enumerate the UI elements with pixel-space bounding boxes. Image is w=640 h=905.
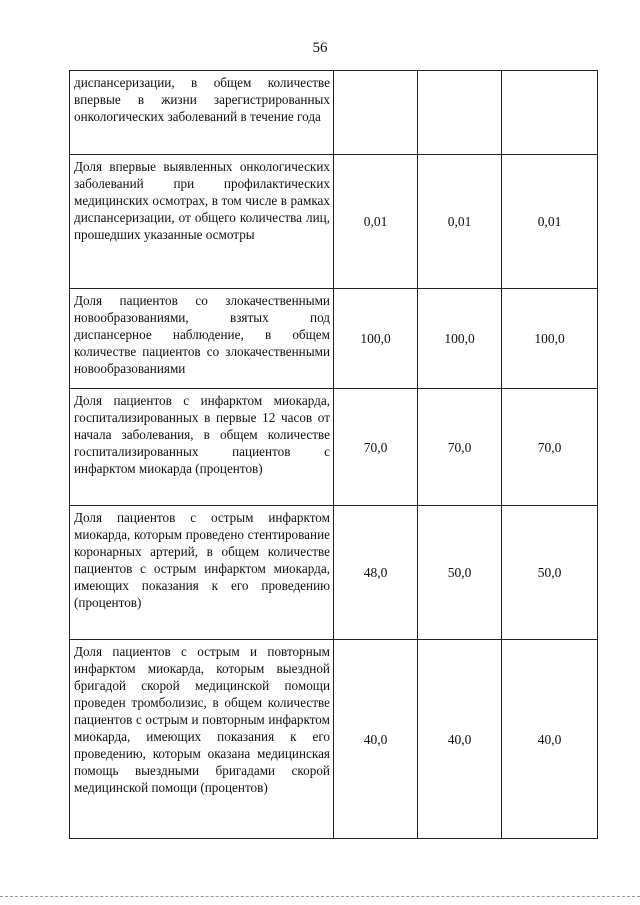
indicator-label: Доля пациентов с острым инфарктом миокарда, которым проведено стентирование коронарных артерий, в общем количестве пациентов с острым инфарктом миокарда, имеющих показания к его проведению (процентов) — [70, 506, 334, 640]
value-cell — [418, 71, 502, 155]
indicator-label: Доля пациентов с острым и повторным инфарктом миокарда, которым выездной бригадой скорой медицинской помощи проведен тромболизис, в общем количестве пациентов с острым и повторным инфарктом миокарда, имеющих показания к его проведению, которым оказана медицинская помощь выездными бригадами скорой медицинской помощи (процентов) — [70, 640, 334, 839]
table-row — [70, 506, 598, 640]
value-cell: 48,0 — [334, 506, 418, 640]
table-row — [70, 389, 598, 506]
value-cell: 100,0 — [334, 289, 418, 389]
value-cell: 50,0 — [418, 506, 502, 640]
value-cell: 50,0 — [502, 506, 598, 640]
value-cell: 70,0 — [334, 389, 418, 506]
value-cell: 70,0 — [502, 389, 598, 506]
value-cell: 0,01 — [334, 155, 418, 289]
value-cell: 0,01 — [502, 155, 598, 289]
value-cell: 100,0 — [418, 289, 502, 389]
value-cell: 0,01 — [418, 155, 502, 289]
value-cell: 40,0 — [334, 640, 418, 839]
indicator-label: Доля пациентов со злокачественными новообразованиями, взятых под диспансерное наблюдение, в общем количестве пациентов со злокачественными новообразованиями — [70, 289, 334, 389]
page-bottom-divider — [0, 896, 640, 897]
value-cell: 40,0 — [502, 640, 598, 839]
table-row — [70, 640, 598, 839]
value-cell — [502, 71, 598, 155]
indicator-label: Доля впервые выявленных онкологических заболеваний при профилактических медицинских осмотрах, в том числе в рамках диспансеризации, от общего количества лиц, прошедших указанные осмотры — [70, 155, 334, 289]
indicator-label: Доля пациентов с инфарктом миокарда, госпитализированных в первые 12 часов от начала заболевания, в общем количестве госпитализированных пациентов с инфарктом миокарда (процентов) — [70, 389, 334, 506]
indicators-table — [69, 70, 598, 839]
page-number: 56 — [312, 40, 328, 56]
table-row — [70, 155, 598, 289]
table-row — [70, 289, 598, 389]
value-cell: 40,0 — [418, 640, 502, 839]
value-cell — [334, 71, 418, 155]
value-cell: 70,0 — [418, 389, 502, 506]
value-cell: 100,0 — [502, 289, 598, 389]
indicator-label: диспансеризации, в общем количестве впервые в жизни зарегистрированных онкологических заболеваний в течение года — [70, 71, 334, 155]
table-row — [70, 71, 598, 155]
